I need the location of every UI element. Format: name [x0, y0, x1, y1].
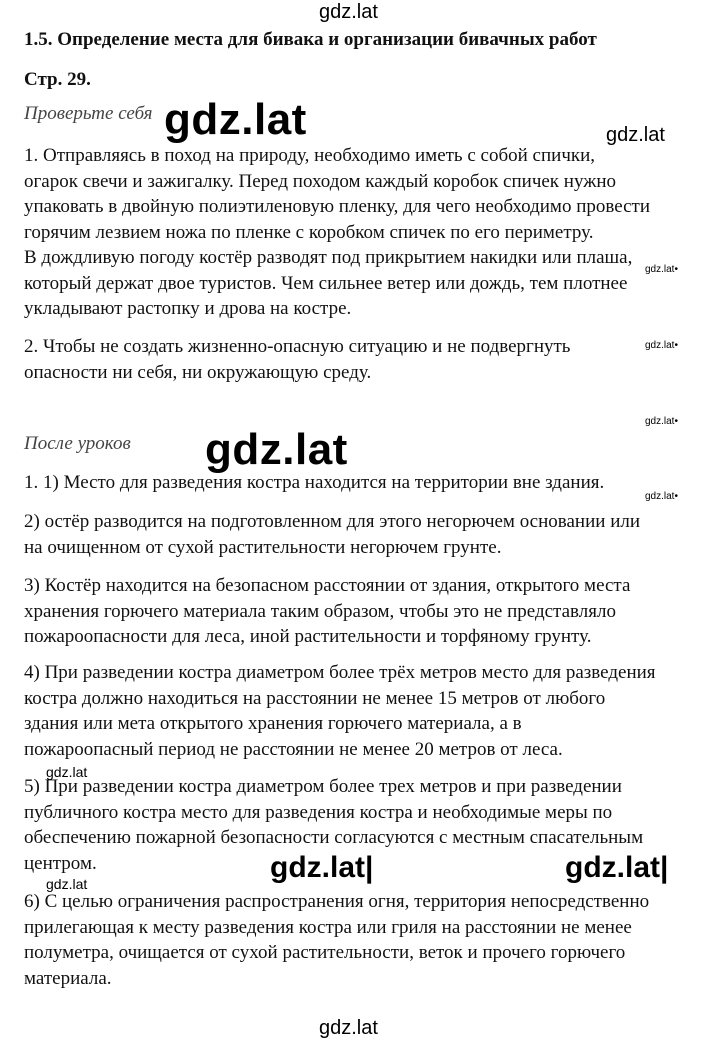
watermark-small-left-2: gdz.lat — [46, 876, 88, 892]
section-title-check-yourself: Проверьте себя — [24, 103, 153, 124]
watermark-right-1: gdz.lat — [606, 124, 665, 146]
paragraph-1-1 — [24, 143, 720, 322]
text-line: пожароопасности для леса, иной растительности и торфяному грунту. — [24, 626, 592, 647]
paragraph-2-3 — [24, 573, 720, 650]
watermark-medium-1: gdz.lat| — [270, 851, 374, 884]
watermark-top: gdz.lat — [319, 1, 378, 23]
text-line: 6) С целью ограничения распространения огня, территория непосредственно — [24, 891, 650, 912]
watermark-small-3: gdz.lat• — [645, 416, 678, 427]
text-line: костра должно находиться на расстоянии не менее 15 метров от любого — [24, 687, 606, 709]
text-line: 1. Отправляясь в поход на природу, необходимо иметь с собой спички, — [24, 145, 596, 166]
watermark-large-1: gdz.lat — [164, 95, 307, 144]
watermark-bottom: gdz.lat — [319, 1017, 378, 1039]
text-line: полуметра, очищается от сухой растительности, веток и прочего горючего — [24, 942, 626, 963]
watermark-small-4: gdz.lat• — [645, 491, 678, 502]
text-line: 4) При разведении костра диаметром более трёх метров место для разведения — [24, 662, 656, 683]
text-line: обеспечению пожарной безопасности согласуются с местным спасательным — [24, 827, 644, 848]
text-line: здания или мета открытого хранения горючего материала, а в — [24, 713, 522, 734]
text-line: центром. — [24, 852, 97, 874]
page-reference: Стр. 29. — [24, 69, 91, 90]
text-line: материала. — [24, 967, 112, 989]
text-line: упаковать в двойную полиэтиленовую пленку, для чего необходимо провести — [24, 196, 651, 217]
text-line: хранения горючего материала таким образом, чтобы это не представляло — [24, 600, 616, 622]
paragraph-2-2 — [24, 509, 720, 560]
watermark-small-left-1: gdz.lat — [46, 764, 88, 780]
watermark-large-2: gdz.lat — [205, 425, 348, 474]
text-line: на очищенном от сухой растительности негорючем грунте. — [24, 536, 502, 558]
text-line: публичного костра место для разведения костра и необходимые меры по — [24, 801, 613, 823]
text-line: огарок свечи и зажигалку. Перед походом каждый коробок спичек нужно — [24, 170, 616, 192]
paragraph-2-4 — [24, 660, 720, 762]
watermark-small-1: gdz.lat• — [645, 264, 678, 275]
text-line: опасности ни себя, ни окружающую среду. — [24, 361, 372, 383]
text-line: 2) остёр разводится на подготовленном для этого негорючем основании или — [24, 511, 641, 532]
text-line: укладывают растопку и дрова на костре. — [24, 298, 352, 319]
text-line: горячим лезвием ножа по пленке с коробком спичек по его периметру. — [24, 221, 594, 243]
text-line: 5) При разведении костра диаметром более трех метров и при разведении — [24, 776, 622, 797]
paragraph-2-6 — [24, 889, 720, 991]
text-line: 1. 1) Место для разведения костра находится на территории вне здания. — [24, 472, 605, 493]
text-line: прилегающая к месту разведения костра или гриля на расстоянии не менее — [24, 916, 632, 938]
watermark-small-2: gdz.lat• — [645, 340, 678, 351]
text-line: 3) Костёр находится на безопасном расстоянии от здания, открытого места — [24, 575, 631, 596]
text-line: который держат двое туристов. Чем сильнее ветер или дождь, тем плотнее — [24, 272, 628, 294]
paragraph-2-1 — [24, 470, 720, 496]
section-title-after-lessons: После уроков — [24, 433, 131, 454]
page-title: 1.5. Определение места для бивака и организации бивачных работ — [24, 29, 597, 50]
text-line: 2. Чтобы не создать жизненно-опасную ситуацию и не подвергнуть — [24, 336, 571, 357]
text-line: В дождливую погоду костёр разводят под прикрытием накидки или плаша, — [24, 247, 633, 268]
paragraph-1-2 — [24, 334, 720, 385]
text-line: пожароопасный период не расстоянии не менее 20 метров от леса. — [24, 738, 563, 760]
watermark-medium-2: gdz.lat| — [565, 851, 669, 884]
